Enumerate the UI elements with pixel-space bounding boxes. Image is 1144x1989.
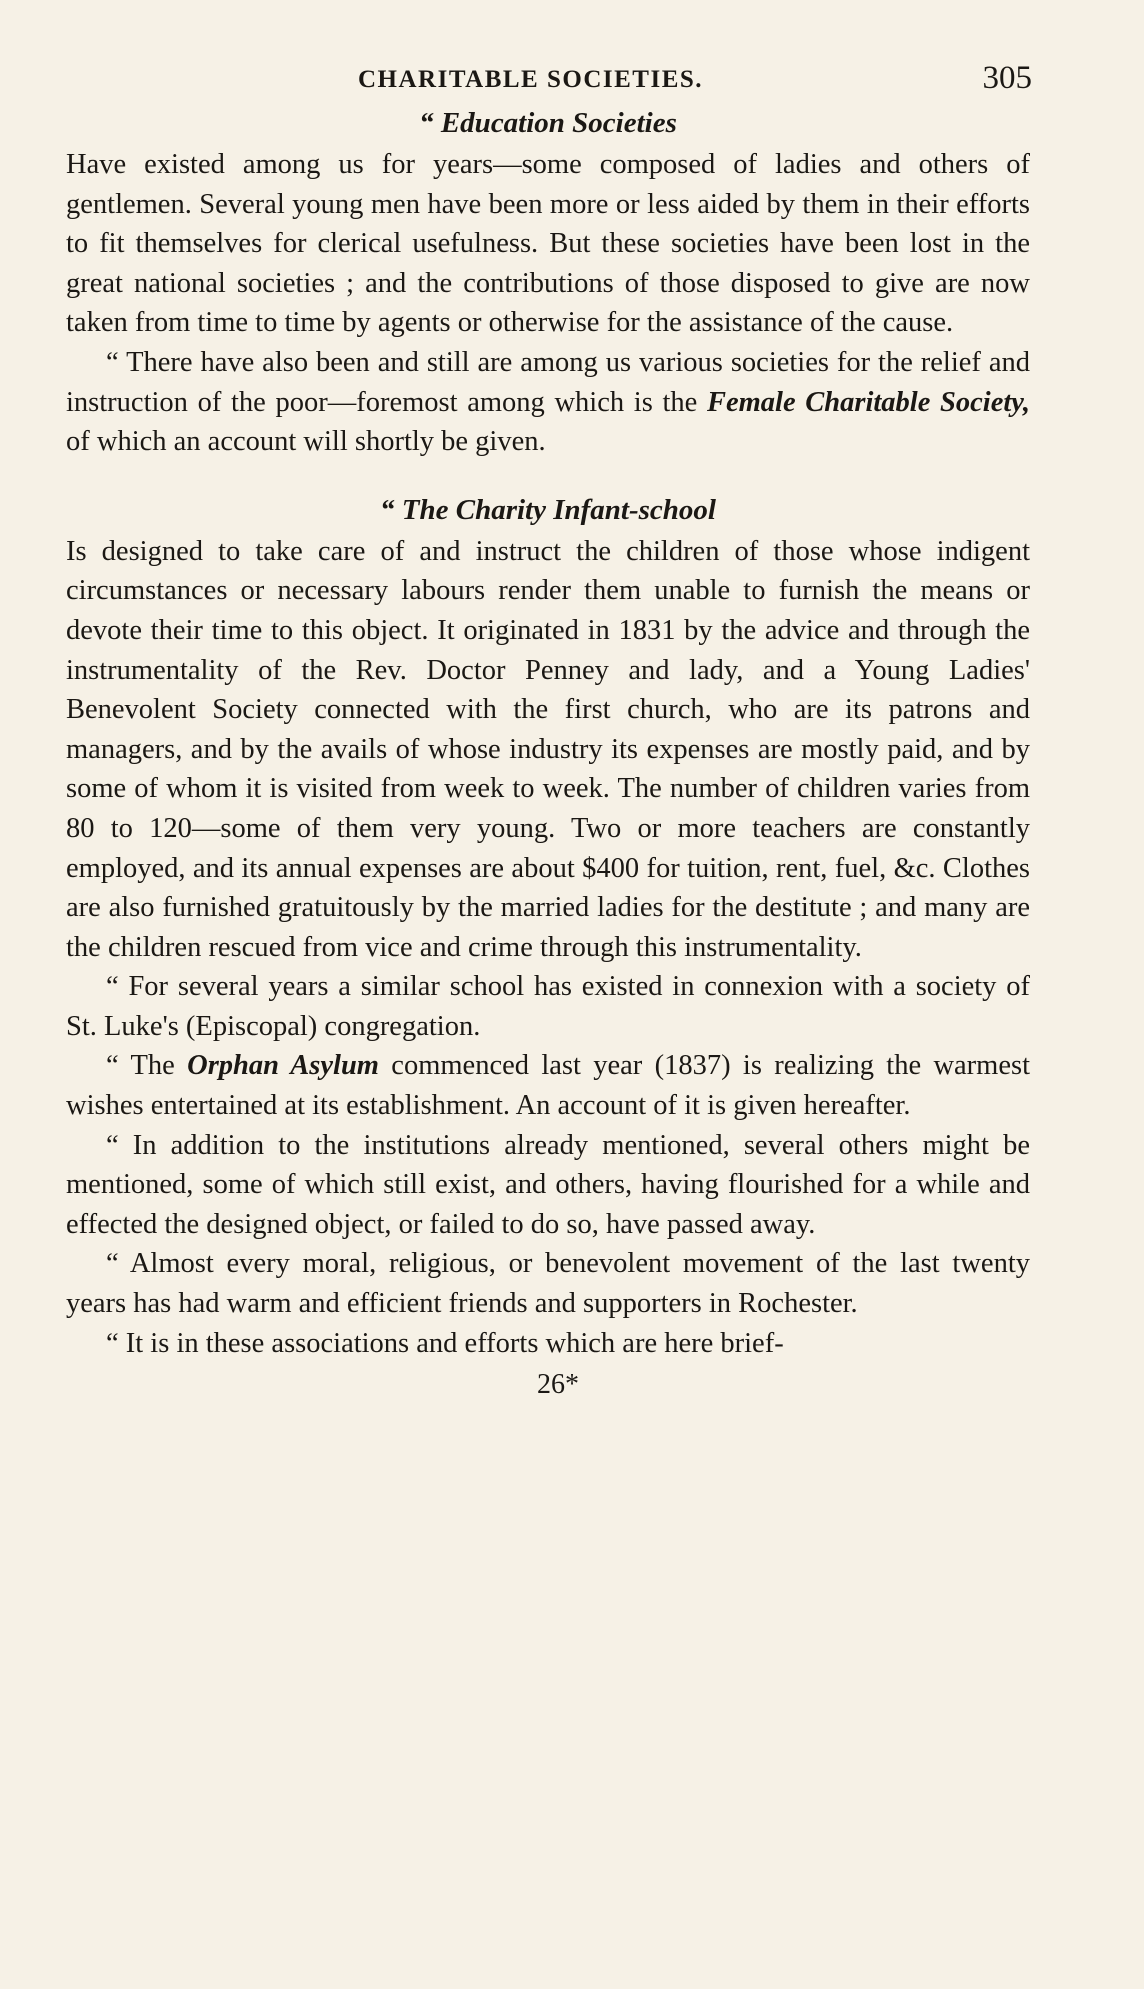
italic-text-run: Orphan Asylum (187, 1050, 379, 1082)
section-heading-charity-infant-school: “ The Charity Infant-school (380, 493, 716, 526)
paragraph (66, 343, 1030, 462)
text-run: Have existed among us for years—some composed of ladies and others of gentlemen. Several young men have been more or less aided by them in their efforts to fit themselves for clerical usefulness. But these societies have been lost in the great national societies ; and the contributions of those disposed to give are now taken from time to time by agents or otherwise for the assistance of the cause. (66, 149, 1030, 339)
text-run: “ There have also been and still are among us various societies for the relief and instruction of the poor—foremost among which is the (66, 346, 1030, 418)
paragraph-last-line (66, 1324, 1030, 1364)
paragraph (66, 967, 1030, 1046)
paragraph (66, 1126, 1030, 1245)
italic-text-run: Female Charitable Society, (706, 386, 1031, 418)
text-run: commenced last year (1837) is realizing the warmest wishes entertained at its establishment. An account of it is given hereafter. (66, 1050, 1030, 1122)
text-run: “ The (106, 1050, 188, 1082)
text-run: “ In addition to the institutions already mentioned, several others might be mentioned, some of which still exist, and others, having flourished for a while and effected the designed object, or failed to do so, have passed away. (66, 1129, 1030, 1240)
text-block (66, 55, 1030, 1401)
text-run: Is designed to take care of and instruct the children of those whose indigent circumstances or necessary labours render them unable to furnish the means or devote their time to this object. It originated in 1831 by the advice and through the instrumentality of the Rev. Doctor Penney and lady, and a Young Ladies' Benevolent Society connected with the first church, who are its patrons and managers, and by the avails of whose industry its expenses are mostly paid, and by some of whom it is visited from week to week. The number of children varies from 80 to 120—some of them very young. Two or more teachers are constantly employed, and its annual expenses are about $400 for tuition, rent, fuel, &c. Clothes are also furnished gratuitously by the married ladies for the destitute ; and many are the children rescued from vice and crime through this instrumentality. (66, 535, 1030, 963)
signature-mark: 26* (537, 1369, 579, 1401)
running-head-title: CHARITABLE SOCIETIES. (358, 66, 704, 93)
paragraph (66, 1046, 1030, 1125)
running-head (66, 55, 1030, 105)
paragraph (66, 532, 1030, 968)
paragraph (66, 1244, 1030, 1323)
text-run: “ It is in these associations and efforts which are here brief- (106, 1327, 784, 1359)
page-number: 305 (982, 60, 1032, 96)
paragraph (66, 145, 1030, 343)
section-heading-education-societies: “ Education Societies (419, 107, 677, 139)
text-run: “ For several years a similar school has existed in connexion with a society of St. Luke's (Episcopal) congregation. (66, 971, 1030, 1042)
text-run: of which an account will shortly be given. (66, 426, 546, 458)
text-run: “ Almost every moral, religious, or benevolent movement of the last twenty years has had warm and efficient friends and supporters in Rochester. (66, 1248, 1030, 1320)
